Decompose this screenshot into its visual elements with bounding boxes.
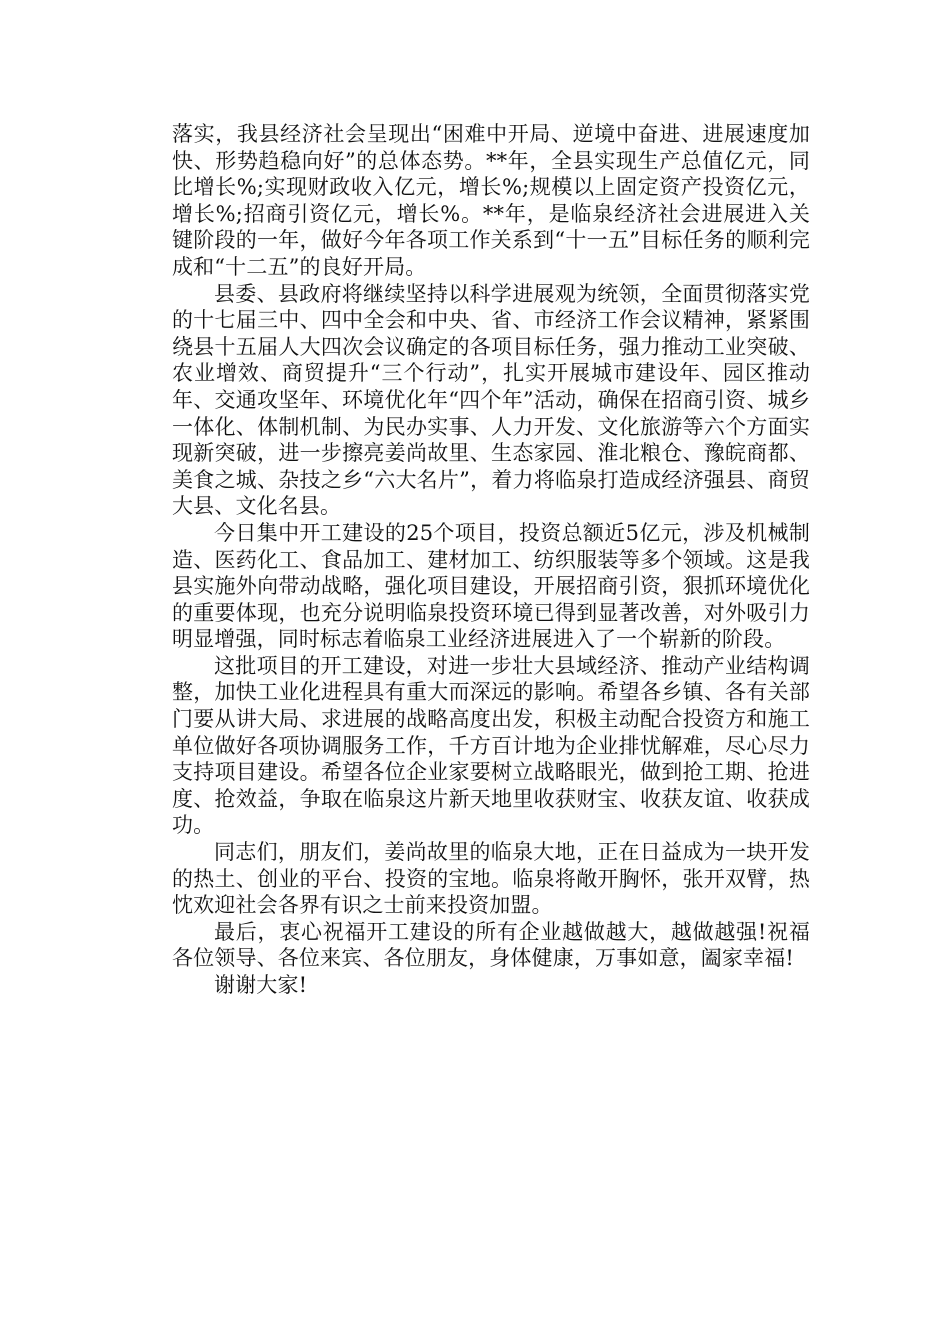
paragraph-7: 谢谢大家! [214, 973, 308, 997]
document-body [172, 121, 810, 999]
paragraph-5: 同志们，朋友们，姜尚故里的临泉大地，正在日益成为一块开发的热土、创业的平台、投资的宝地。临泉将敞开胸怀，张开双臂，热忱欢迎社会各界有识之士前来投资加盟。 [172, 840, 810, 918]
paragraph-2: 县委、县政府将继续坚持以科学进展观为统领，全面贯彻落实党的十七届三中、四中全会和中央、省、市经济工作会议精神，紧紧围绕县十五届人大四次会议确定的各项目标任务，强力推动工业突破、农业增效、商贸提升“三个行动”，扎实开展城市建设年、园区推动年、交通攻坚年、环境优化年“四个年”活动，确保在招商引资、城乡一体化、体制机制、为民办实事、人力开发、文化旅游等六个方面实现新突破，进一步擦亮姜尚故里、生态家园、淮北粮仓、豫皖商都、美食之城、杂技之乡“六大名片”，着力将临泉打造成经济强县、商贸大县、文化名县。 [172, 281, 810, 519]
paragraph-4: 这批项目的开工建设，对进一步壮大县域经济、推动产业结构调整，加快工业化进程具有重大而深远的影响。希望各乡镇、各有关部门要从讲大局、求进展的战略高度出发，积极主动配合投资方和施工单位做好各项协调服务工作，千方百计地为企业排忧解难，尽心尽力支持项目建设。希望各位企业家要树立战略眼光，做到抢工期、抢进度、抢效益，争取在临泉这片新天地里收获财宝、收获友谊、收获成功。 [172, 653, 810, 838]
paragraph-6: 最后，衷心祝福开工建设的所有企业越做越大，越做越强!祝福各位领导、各位来宾、各位朋友，身体健康，万事如意，阖家幸福! [172, 919, 810, 971]
paragraph-1: 落实，我县经济社会呈现出“困难中开局、逆境中奋进、进展速度加快、形势趋稳向好”的总体态势。**年，全县实现生产总值亿元，同比增长%;实现财政收入亿元，增长%;规模以上固定资产投资亿元，增长%;招商引资亿元，增长%。**年，是临泉经济社会进展进入关键阶段的一年，做好今年各项工作关系到“十一五”目标任务的顺利完成和“十二五”的良好开局。 [172, 122, 810, 279]
paragraph-3: 今日集中开工建设的25个项目，投资总额近5亿元，涉及机械制造、医药化工、食品加工、建材加工、纺织服装等多个领域。这是我县实施外向带动战略，强化项目建设，开展招商引资，狠抓环境优化的重要体现，也充分说明临泉投资环境已得到显著改善，对外吸引力明显增强，同时标志着临泉工业经济进展进入了一个崭新的阶段。 [172, 520, 810, 652]
